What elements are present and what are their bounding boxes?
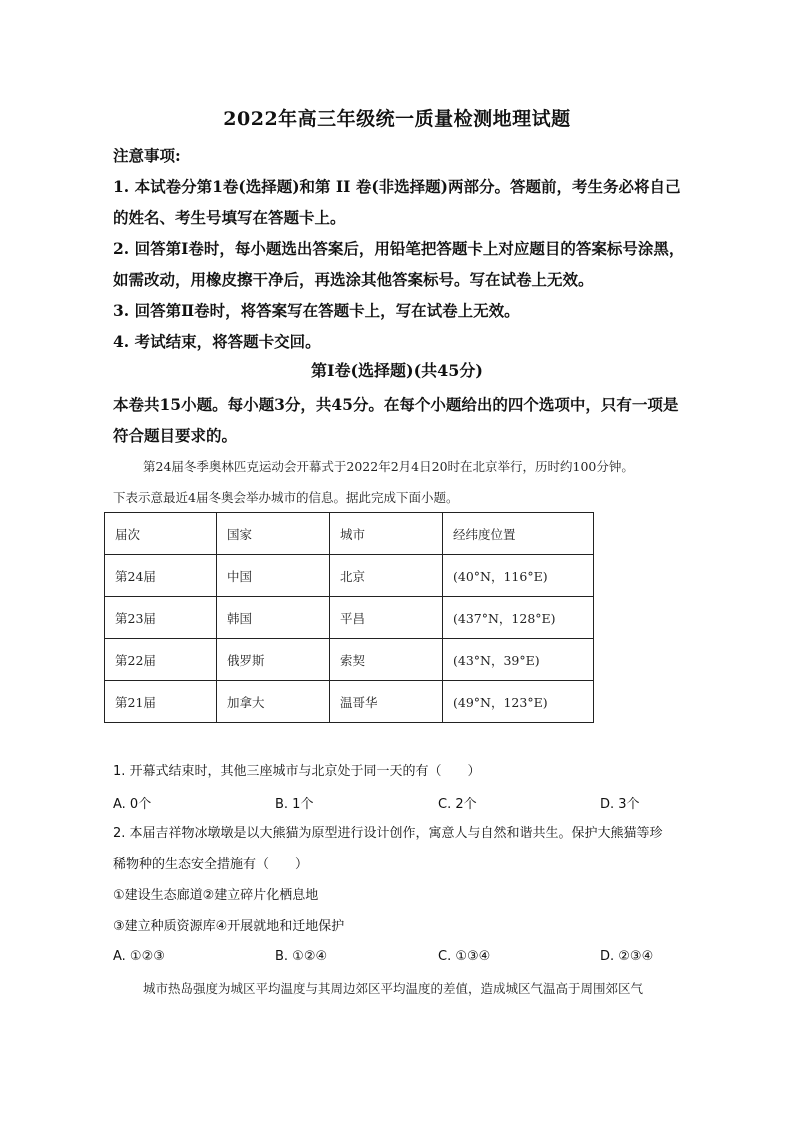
option-b[interactable]: B. ①②④	[275, 949, 328, 964]
table-cell: 中国	[217, 555, 330, 597]
table-cell: (437°N，128°E)	[443, 597, 594, 639]
table-cell: 俄罗斯	[217, 639, 330, 681]
section-intro-line-1: 本卷共15小题。每小题3分，共45分。在每个小题给出的四个选项中，只有一项是	[113, 395, 679, 414]
section-title: 第Ⅰ卷(选择题)(共45分)	[310, 361, 484, 380]
table-row	[105, 555, 594, 597]
question-2-line-2: 稀物种的生态安全措施有（ ）	[113, 857, 309, 872]
notice-item-2-line-1: 2. 回答第Ⅰ卷时，每小题选出答案后，用铅笔把答题卡上对应题目的答案标号涂黑，	[113, 239, 685, 258]
question-2-options	[113, 949, 673, 969]
stem-line-1: 第24届冬季奥林匹克运动会开幕式于2022年2月4日20时在北京举行，历时约100分钟。	[143, 459, 634, 474]
table-header-cell: 经纬度位置	[443, 513, 594, 555]
option-c[interactable]: C. ①③④	[438, 949, 491, 964]
table-header-row	[105, 513, 594, 555]
table-cell: 平昌	[330, 597, 443, 639]
table-cell: (43°N，39°E)	[443, 639, 594, 681]
table-cell: 北京	[330, 555, 443, 597]
notice-item-1-line-1: 1. 本试卷分第1卷(选择题)和第 II 卷(非选择题)两部分。答题前，考生务必将自己	[113, 177, 681, 196]
next-question-stem: 城市热岛强度为城区平均温度与其周边郊区平均温度的差值，造成城区气温高于周围郊区气	[143, 981, 644, 996]
option-a[interactable]: A. ①②③	[113, 949, 165, 964]
table-cell: 温哥华	[330, 681, 443, 723]
olympic-host-table	[104, 512, 594, 723]
table-row	[105, 639, 594, 681]
question-2-line-1: 2. 本届吉祥物冰墩墩是以大熊猫为原型进行设计创作，寓意人与自然和谐共生。保护大熊猫等珍	[113, 826, 663, 841]
question-2-line-4: ③建立种质资源库④开展就地和迁地保护	[113, 919, 345, 934]
table-cell: 第24届	[105, 555, 217, 597]
option-d[interactable]: D. 3个	[600, 797, 640, 812]
option-d[interactable]: D. ②③④	[600, 949, 654, 964]
option-c[interactable]: C. 2个	[438, 797, 477, 812]
table-cell: 加拿大	[217, 681, 330, 723]
table-cell: (49°N，123°E)	[443, 681, 594, 723]
option-a[interactable]: A. 0个	[113, 797, 152, 812]
question-1-text: 1. 开幕式结束时，其他三座城市与北京处于同一天的有（ ）	[113, 764, 481, 779]
section-intro-line-2: 符合题目要求的。	[113, 426, 238, 445]
page-title: 2022年高三年级统一质量检测地理试题	[223, 108, 571, 130]
notice-item-3: 3. 回答第Ⅱ卷时，将答案写在答题卡上，写在试卷上无效。	[113, 301, 520, 320]
table-row	[105, 597, 594, 639]
notice-item-4: 4. 考试结束，将答题卡交回。	[113, 332, 321, 351]
table-header-cell: 国家	[217, 513, 330, 555]
question-2-line-3: ①建设生态廊道②建立碎片化栖息地	[113, 888, 319, 903]
stem-line-2: 下表示意最近4届冬奥会举办城市的信息。据此完成下面小题。	[113, 490, 459, 505]
table-row	[105, 681, 594, 723]
table-cell: 第22届	[105, 639, 217, 681]
table-cell: (40°N，116°E)	[443, 555, 594, 597]
table-header-cell: 届次	[105, 513, 217, 555]
notice-item-1-line-2: 的姓名、考生号填写在答题卡上。	[113, 208, 346, 227]
table-header-cell: 城市	[330, 513, 443, 555]
table-cell: 第21届	[105, 681, 217, 723]
table-cell: 第23届	[105, 597, 217, 639]
notice-heading: 注意事项:	[113, 146, 181, 165]
notice-item-2-line-2: 如需改动，用橡皮擦干净后，再选涂其他答案标号。写在试卷上无效。	[113, 270, 594, 289]
table-cell: 索契	[330, 639, 443, 681]
table-cell: 韩国	[217, 597, 330, 639]
question-1-options	[113, 793, 673, 813]
option-b[interactable]: B. 1个	[275, 797, 314, 812]
